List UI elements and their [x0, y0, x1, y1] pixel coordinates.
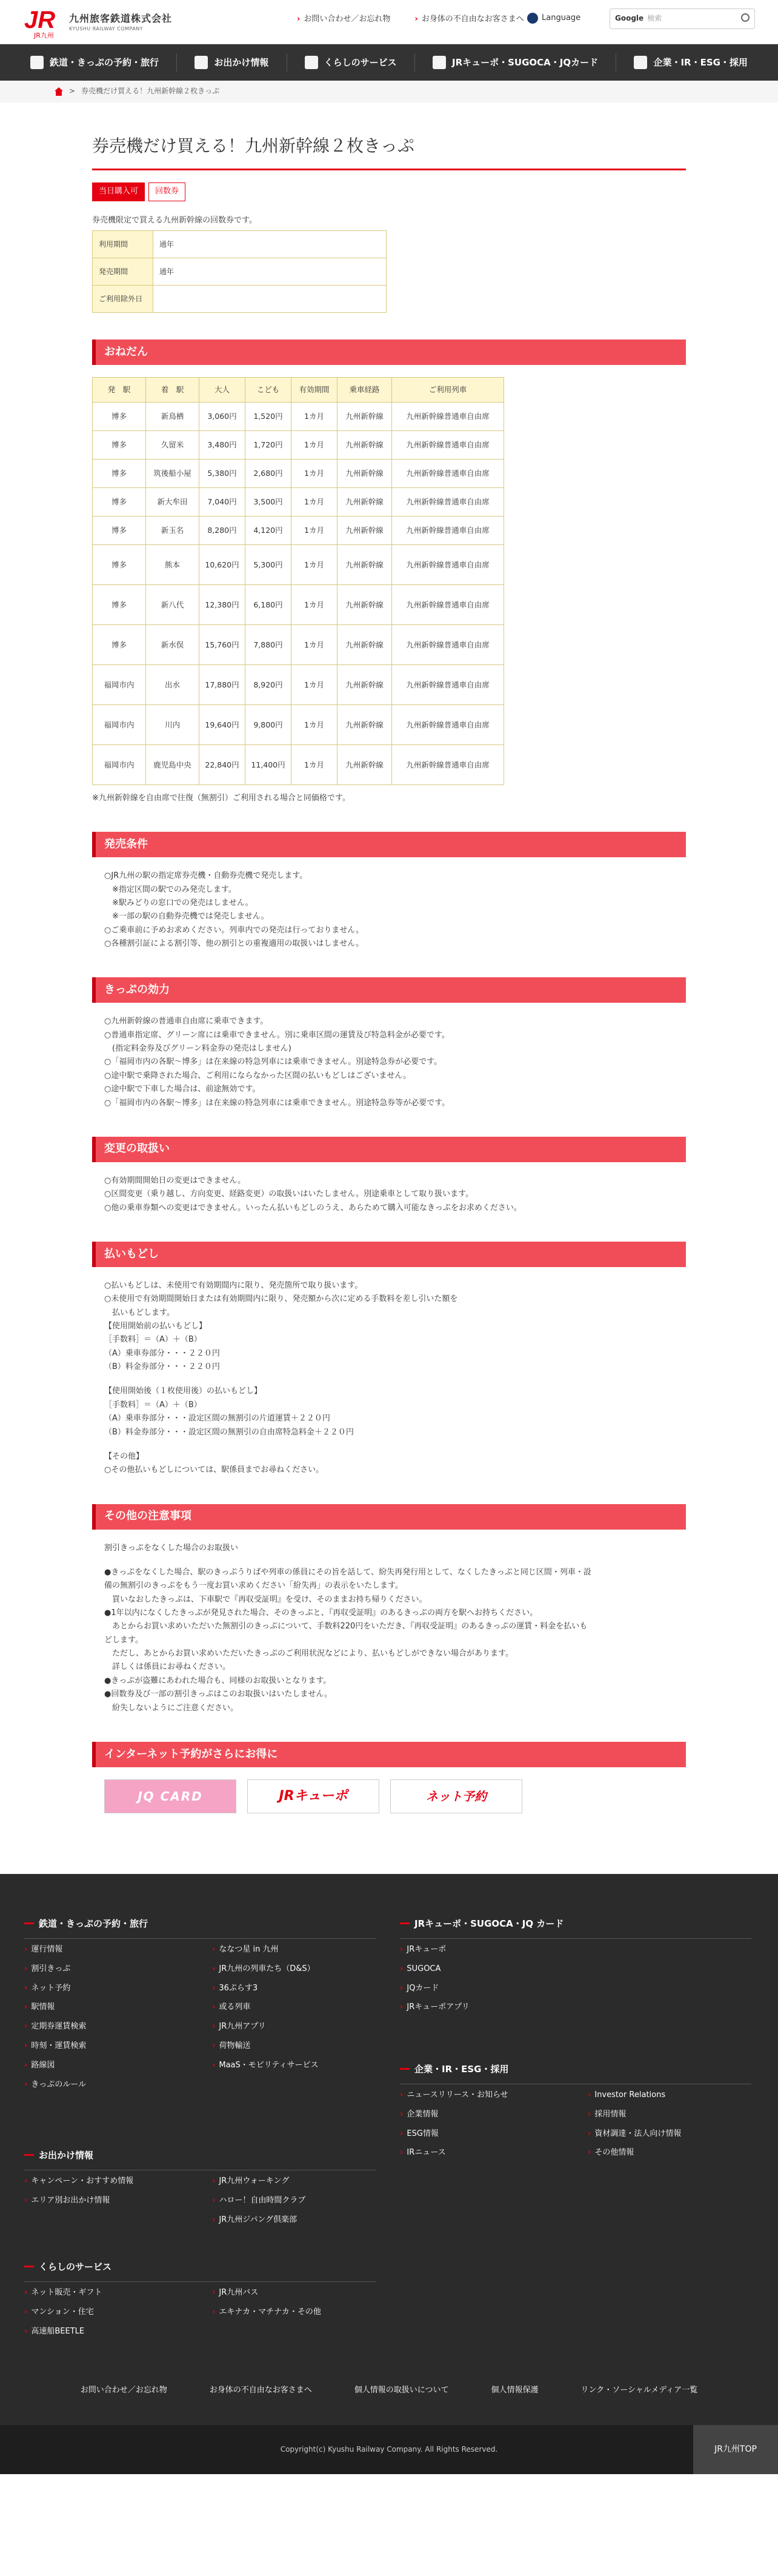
footer-link[interactable]: › 或る列車 — [212, 2001, 394, 2014]
table-cell: 九州新幹線普通車自由席 — [392, 488, 504, 517]
table-header: こども — [245, 378, 291, 403]
table-cell: 3,480円 — [199, 431, 245, 460]
nav-rail-label: 鉄道・きっぷの予約・旅行 — [50, 57, 159, 68]
footer-link[interactable]: › 駅情報 — [24, 2001, 212, 2014]
table-cell: 2,680円 — [245, 460, 291, 488]
change-body — [92, 1174, 686, 1215]
table-cell: 新八代 — [146, 585, 199, 625]
table-cell: 新鳥栖 — [146, 403, 199, 431]
info-value: 通年 — [153, 258, 387, 286]
section-conditions: 発売条件 — [92, 832, 686, 857]
body-line: 【使用開始後（１枚使用後）の払いもどし】 — [104, 1387, 262, 1396]
service-icon — [305, 56, 318, 69]
footer-link[interactable]: › 企業情報 — [400, 2109, 588, 2121]
footer-rail — [24, 1916, 376, 2091]
table-cell: 12,380円 — [199, 585, 245, 625]
table-cell: 5,300円 — [245, 545, 291, 585]
nav-life-label: くらしのサービス — [324, 57, 397, 68]
footer-bottom-link[interactable]: 個人情報保護 — [491, 2385, 539, 2395]
footer-link[interactable]: › キャンペーン・おすすめ情報 — [24, 2175, 212, 2188]
table-cell: 15,760円 — [199, 625, 245, 665]
table-cell: 九州新幹線 — [337, 403, 392, 431]
body-line: あとからお買い求めいただいた無割引のきっぷについて、手数料220円をいただき、『再収受証明』のあるきっぷの運賃・料金を払いも — [104, 1622, 588, 1631]
footer-heading: くらしのサービス — [24, 2260, 376, 2274]
footer-link[interactable]: › JR九州の列車たち（D&S） — [212, 1963, 394, 1976]
info-key: ご利用除外日 — [93, 286, 153, 313]
table-cell: 博多 — [93, 403, 146, 431]
tag-coupon: 回数券 — [148, 182, 185, 201]
table-cell: 5,380円 — [199, 460, 245, 488]
train-icon — [30, 56, 44, 69]
table-cell: 九州新幹線普通車自由席 — [392, 460, 504, 488]
search-icon[interactable] — [741, 13, 750, 22]
table-row — [93, 488, 504, 517]
table-cell: 1,520円 — [245, 403, 291, 431]
table-cell: 1カ月 — [291, 431, 337, 460]
table-header: 発 駅 — [93, 378, 146, 403]
jq-card-banner[interactable]: JQ CARD — [104, 1779, 236, 1813]
body-line: ○JR九州の駅の指定席券売機・自動券売機で発売します。 — [104, 871, 308, 881]
table-cell: 博多 — [93, 431, 146, 460]
table-cell: 九州新幹線 — [337, 705, 392, 745]
google-label: Google — [615, 14, 644, 23]
body-line: 買いなおしたきっぷは、下車駅で『再収受証明』を受け、そのままお持ち帰りください。 — [104, 1594, 427, 1604]
table-row — [93, 403, 504, 431]
table-cell: 8,920円 — [245, 665, 291, 705]
table-cell: 22,840円 — [199, 745, 245, 785]
page-title: 券売機だけ買える！九州新幹線２枚きっぷ — [92, 133, 686, 170]
table-cell: 1カ月 — [291, 403, 337, 431]
footer-corp — [400, 2062, 751, 2159]
table-cell: 九州新幹線 — [337, 625, 392, 665]
price-table — [92, 377, 504, 785]
table-cell: 6,180円 — [245, 585, 291, 625]
table-cell: 博多 — [93, 585, 146, 625]
info-table — [92, 230, 387, 313]
body-line — [104, 1555, 686, 1566]
copyright-text: Copyright(c) Kyushu Railway Company. All Rights Reserved. — [280, 2444, 498, 2454]
footer-link[interactable]: › IRニュース — [400, 2147, 588, 2159]
footer-link[interactable]: › 運行情報 — [24, 1944, 212, 1956]
table-row — [93, 585, 504, 625]
table-row — [93, 745, 504, 785]
table-cell: 九州新幹線普通車自由席 — [392, 403, 504, 431]
body-line: ●きっぷをなくした場合、駅のきっぷうりばや列車の係員にその旨を話して、紛失再発行用として、なくしたきっぷと同じ区間・列車・設 — [104, 1567, 591, 1577]
footer-bottom-link[interactable]: 個人情報の取扱いについて — [354, 2385, 449, 2395]
footer-link[interactable]: › マンション・住宅 — [24, 2306, 212, 2319]
jr-kyupo-banner[interactable]: JRキューポ — [247, 1779, 379, 1813]
site-header — [0, 0, 778, 44]
table-cell: 新玉名 — [146, 517, 199, 545]
footer-bottom-link[interactable]: お問い合わせ／お忘れ物 — [80, 2385, 167, 2395]
home-icon[interactable] — [55, 87, 63, 96]
body-line: ○未使用で有効期間開始日または有効期間内に限り、発売額から次に定める手数料を差し引いた額を — [104, 1294, 458, 1304]
table-cell: 新水俣 — [146, 625, 199, 665]
footer-link[interactable]: › 時刻・運賃検索 — [24, 2040, 212, 2053]
nav-corp[interactable] — [634, 55, 748, 70]
table-row — [93, 517, 504, 545]
footer-link[interactable]: › JR九州アプリ — [212, 2021, 394, 2033]
table-cell: 新大牟田 — [146, 488, 199, 517]
tag-same-day: 当日購入可 — [92, 182, 145, 201]
body-line: 紛失しないようにご注意ください。 — [104, 1703, 239, 1713]
body-line: ○途中駅で乗降された場合、ご利用にならなかった区間の払いもどしはございません。 — [104, 1071, 411, 1080]
table-cell: 九州新幹線普通車自由席 — [392, 745, 504, 785]
body-line: ○途中駅で下車した場合は、前途無効です。 — [104, 1085, 261, 1094]
nav-card-label: JRキューポ・SUGOCA・JQカード — [451, 57, 599, 68]
table-row — [93, 625, 504, 665]
conditions-body — [92, 869, 686, 951]
section-internet: インターネット予約がさらにお得に — [92, 1742, 686, 1767]
body-line: （A）乗車券部分・・・２２０円 — [104, 1348, 220, 1358]
table-cell: 博多 — [93, 625, 146, 665]
body-line: ○ご乗車前に予めお求めください。列車内での発売は行っておりません。 — [104, 925, 364, 935]
table-cell: 4,120円 — [245, 517, 291, 545]
footer-link[interactable]: › JR九州バス — [212, 2287, 394, 2300]
body-line: ○各種割引証による割引等、他の割引との重複適用の取扱いはしません。 — [104, 938, 364, 948]
site-logo[interactable] — [23, 5, 175, 39]
body-line: ※駅みどりの窓口での発売はしません。 — [104, 898, 253, 908]
table-header: 乗車経路 — [337, 378, 392, 403]
footer-outing — [24, 2148, 376, 2226]
table-cell: 11,400円 — [245, 745, 291, 785]
footer-link[interactable]: › きっぷのルール — [24, 2079, 212, 2092]
footer-link[interactable]: › 資材調達・法人向け情報 — [588, 2128, 770, 2141]
body-line: 詳しくは係員にお尋ねください。 — [104, 1662, 231, 1672]
breadcrumb-sep: > — [69, 87, 76, 96]
body-line: ただし、あとからお買い求めいただいたきっぷのご利用状況などにより、払いもどしができない場合があります。 — [104, 1649, 513, 1659]
body-line — [104, 1374, 686, 1385]
footer-link[interactable]: › SUGOCA — [400, 1963, 588, 1976]
refund-body — [92, 1279, 686, 1477]
table-cell: 川内 — [146, 705, 199, 745]
body-line: ○九州新幹線の普通車自由席に乗車できます。 — [104, 1017, 268, 1026]
footer-link[interactable]: › 割引きっぷ — [24, 1963, 212, 1976]
table-cell: 九州新幹線普通車自由席 — [392, 705, 504, 745]
table-cell: 1カ月 — [291, 545, 337, 585]
table-cell: 3,500円 — [245, 488, 291, 517]
body-line: ※一部の駅の自動券売機では発売しません。 — [104, 912, 269, 922]
table-cell: 9,800円 — [245, 705, 291, 745]
table-cell: 1カ月 — [291, 460, 337, 488]
footer-link[interactable]: › ネット予約 — [24, 1982, 212, 1995]
body-line: （A）乗車券部分・・・設定区間の無割引の片道運賃＋２２０円 — [104, 1414, 330, 1423]
table-header: ご利用列車 — [392, 378, 504, 403]
footer-link[interactable]: › エリア別お出かけ情報 — [24, 2195, 212, 2207]
table-row — [93, 286, 387, 313]
footer-bottom-link[interactable]: お身体の不自由なお客さまへ — [209, 2385, 312, 2395]
body-line: （B）料金券部分・・・２２０円 — [104, 1362, 220, 1372]
footer-link[interactable]: › ハロー！自由時間クラブ — [212, 2195, 394, 2207]
language-button[interactable] — [527, 12, 580, 25]
breadcrumb — [0, 81, 778, 102]
section-price: おねだん — [92, 340, 686, 365]
price-note: ※九州新幹線を自由席で往復（無割引）ご利用される場合と同価格です。 — [92, 794, 350, 803]
info-key: 利用期間 — [93, 231, 153, 258]
footer-link[interactable]: › JRキューポアプリ — [400, 2001, 588, 2014]
footer-link[interactable]: › 定期券運賃検索 — [24, 2021, 212, 2033]
footer-divider — [24, 1938, 376, 1939]
footer-life — [24, 2260, 376, 2338]
section-other: その他の注意事項 — [92, 1504, 686, 1530]
body-line: ○区間変更（乗り越し、方向変更、経路変更）の取扱いはいたしません。別途乗車として取り扱います。 — [104, 1189, 474, 1199]
nav-divider — [414, 53, 415, 72]
global-nav — [0, 44, 778, 81]
section-effect: きっぷの効力 — [92, 977, 686, 1003]
body-line — [104, 1439, 686, 1450]
body-line: 備の無割引のきっぷをもう一度お買い求めください「紛失再」の表示をいたします。 — [104, 1581, 403, 1591]
bag-icon — [194, 56, 208, 69]
jr-logo-icon — [23, 5, 67, 39]
body-line: ○「福岡市内の各駅〜博多」は在来線の特急列車には乗車できません。別途特急券が必要です。 — [104, 1057, 442, 1067]
card-icon — [433, 56, 446, 69]
table-header: 大人 — [199, 378, 245, 403]
table-cell: 九州新幹線 — [337, 585, 392, 625]
footer-bottom-link[interactable]: リンク・ソーシャルメディア一覧 — [580, 2385, 698, 2395]
info-key: 発売期間 — [93, 258, 153, 286]
table-cell: 福岡市内 — [93, 705, 146, 745]
body-line: ○他の乗車券類への変更はできません。いったん払いもどしのうえ、あらためて購入可能なきっぷをお求めください。 — [104, 1203, 522, 1213]
body-line: ●回数券及び一部の割引きっぷはこのお取扱いはいたしません。 — [104, 1690, 333, 1699]
table-cell: 7,040円 — [199, 488, 245, 517]
body-line: ○払いもどしは、未使用で有効期間内に限り、発売箇所で取り扱います。 — [104, 1280, 363, 1290]
accessibility-link[interactable]: › お身体の不自由なお客さまへ — [414, 13, 524, 26]
footer-bottom-links — [0, 2384, 778, 2397]
body-line: どします。 — [104, 1635, 143, 1645]
table-cell: 九州新幹線普通車自由席 — [392, 545, 504, 585]
table-cell: 九州新幹線 — [337, 431, 392, 460]
footer-heading: お出かけ情報 — [24, 2148, 376, 2163]
footer-link[interactable]: › Investor Relations — [588, 2089, 770, 2102]
footer-link[interactable]: › ESG情報 — [400, 2128, 588, 2141]
table-cell: 1,720円 — [245, 431, 291, 460]
copyright-bar — [0, 2425, 778, 2474]
body-line: ○有効期間開始日の変更はできません。 — [104, 1176, 246, 1185]
section-refund: 払いもどし — [92, 1242, 686, 1267]
svg-text:JR: JR — [24, 7, 56, 33]
intro-text: 券売機限定で買える九州新幹線の回数券です。 — [92, 215, 257, 225]
nav-divider — [176, 53, 177, 72]
effect-body — [92, 1015, 686, 1110]
nav-rail[interactable] — [30, 55, 159, 70]
table-cell: 博多 — [93, 488, 146, 517]
body-line: ○その他払いもどしについては、駅係員までお尋ねください。 — [104, 1465, 324, 1475]
body-line: ※指定区間の駅でのみ発売します。 — [104, 885, 236, 894]
table-cell: 九州新幹線普通車自由席 — [392, 517, 504, 545]
table-row — [93, 665, 504, 705]
table-row — [93, 460, 504, 488]
table-cell: 3,060円 — [199, 403, 245, 431]
table-cell: 鹿児島中央 — [146, 745, 199, 785]
language-label: Language — [542, 13, 581, 22]
table-cell: 久留米 — [146, 431, 199, 460]
table-cell: 10,620円 — [199, 545, 245, 585]
section-change: 変更の取扱い — [92, 1137, 686, 1162]
footer-link[interactable]: › MaaS・モビリティサービス — [212, 2059, 394, 2072]
footer-link[interactable]: › ネット販売・ギフト — [24, 2287, 212, 2300]
search-box[interactable] — [610, 8, 755, 29]
body-line: ○「福岡市内の各駅〜博多」は在来線の特急列車には乗車できません。別途特急券等が必要です。 — [104, 1098, 450, 1108]
footer-card — [400, 1916, 751, 2014]
table-cell: 出水 — [146, 665, 199, 705]
table-cell: 1カ月 — [291, 745, 337, 785]
breadcrumb-current: 券売機だけ買える！九州新幹線２枚きっぷ — [81, 87, 220, 96]
footer-link[interactable]: › 採用情報 — [588, 2109, 770, 2121]
table-cell: 九州新幹線 — [337, 665, 392, 705]
footer-divider — [24, 2281, 376, 2282]
table-cell: 九州新幹線 — [337, 460, 392, 488]
footer-heading: JRキューポ・SUGOCA・JQ カード — [400, 1916, 751, 1931]
table-cell: 博多 — [93, 545, 146, 585]
table-cell: 九州新幹線普通車自由席 — [392, 585, 504, 625]
footer-link[interactable]: › JQカード — [400, 1982, 588, 1995]
footer-link[interactable]: › JRキューポ — [400, 1944, 588, 1956]
table-cell: 博多 — [93, 517, 146, 545]
svg-text:JR九州: JR九州 — [34, 32, 54, 39]
footer-heading: 企業・IR・ESG・採用 — [400, 2062, 751, 2076]
table-cell: 19,640円 — [199, 705, 245, 745]
footer-link[interactable]: › 高速船BEETLE — [24, 2326, 212, 2338]
table-row — [93, 545, 504, 585]
table-cell: 7,880円 — [245, 625, 291, 665]
search-input[interactable]: 検索 — [647, 14, 662, 23]
net-reserve-banner[interactable]: ネット予約 — [390, 1779, 522, 1813]
company-name-en: KYUSHU RAILWAY COMPANY — [69, 26, 144, 32]
table-row — [93, 231, 387, 258]
body-line: 【使用開始前の払いもどし】 — [104, 1322, 207, 1331]
footer-link[interactable]: › JR九州ウォーキング — [212, 2175, 394, 2188]
company-name: 九州旅客鉄道株式会社 — [69, 13, 173, 24]
table-cell: 1カ月 — [291, 705, 337, 745]
table-cell: 九州新幹線 — [337, 517, 392, 545]
footer-link[interactable]: › 荷物輸送 — [212, 2040, 394, 2053]
back-to-top-button[interactable]: JR九州TOP — [693, 2425, 778, 2474]
nav-outing-label: お出かけ情報 — [214, 57, 269, 68]
info-value: 通年 — [153, 231, 387, 258]
table-header: 有効期間 — [291, 378, 337, 403]
footer-link[interactable]: › ななつ星 in 九州 — [212, 1944, 394, 1956]
table-cell: 福岡市内 — [93, 665, 146, 705]
body-line: 【その他】 — [104, 1451, 144, 1461]
footer-link[interactable]: › その他情報 — [588, 2147, 770, 2159]
table-cell: 福岡市内 — [93, 745, 146, 785]
site-footer — [0, 1874, 778, 2425]
body-line: 割引きっぷをなくした場合のお取扱い — [104, 1543, 239, 1553]
table-cell: 筑後船小屋 — [146, 460, 199, 488]
table-cell: 1カ月 — [291, 665, 337, 705]
body-line: ［手数料］＝（A）＋（B） — [104, 1335, 202, 1345]
table-cell: 九州新幹線普通車自由席 — [392, 431, 504, 460]
table-cell: 博多 — [93, 460, 146, 488]
body-line: ●きっぷが盗難にあわれた場合も、同様のお取扱いとなります。 — [104, 1676, 331, 1685]
table-row — [93, 705, 504, 745]
footer-link[interactable]: › JR九州ジパング倶楽部 — [212, 2214, 394, 2227]
table-cell: 1カ月 — [291, 488, 337, 517]
nav-life[interactable] — [305, 55, 397, 70]
table-cell: 8,280円 — [199, 517, 245, 545]
nav-outing[interactable] — [194, 55, 268, 70]
body-line: (指定料金券及びグリーン料金券の発売はしません) — [104, 1044, 291, 1054]
footer-link[interactable]: › エキナカ・マチナカ・その他 — [212, 2306, 394, 2319]
main-content — [92, 102, 686, 1813]
body-line: ●1年以内になくしたきっぷが発見された場合、そのきっぷと、『再収受証明』のあるきっぷの両方を駅へお持ちください。 — [104, 1608, 538, 1618]
footer-link[interactable]: › 路線図 — [24, 2059, 212, 2072]
table-cell: 1カ月 — [291, 625, 337, 665]
contact-link[interactable]: › お問い合わせ／お忘れ物 — [297, 13, 390, 26]
table-cell: 熊本 — [146, 545, 199, 585]
table-cell: 九州新幹線 — [337, 545, 392, 585]
table-header: 着 駅 — [146, 378, 199, 403]
table-row — [93, 258, 387, 286]
table-cell: 九州新幹線普通車自由席 — [392, 625, 504, 665]
table-cell: 1カ月 — [291, 585, 337, 625]
footer-link[interactable]: › 36ぷらす3 — [212, 1982, 394, 1995]
table-cell: 九州新幹線普通車自由席 — [392, 665, 504, 705]
footer-link[interactable]: › ニュースリリース・お知らせ — [400, 2089, 588, 2102]
globe-icon — [527, 13, 538, 24]
nav-corp-label: 企業・IR・ESG・採用 — [653, 57, 748, 68]
info-value — [153, 286, 387, 313]
body-line: ○普通車指定席、グリーン席には乗車できません。別に乗車区間の運賃及び特急料金が必要です。 — [104, 1030, 450, 1040]
table-cell: 17,880円 — [199, 665, 245, 705]
table-cell: 1カ月 — [291, 517, 337, 545]
other-body — [92, 1542, 686, 1715]
footer-divider — [400, 1938, 751, 1939]
table-cell: 九州新幹線 — [337, 745, 392, 785]
body-line: （B）料金券部分・・・設定区間の無割引の自由席特急料金＋２２０円 — [104, 1427, 354, 1437]
body-line: 払いもどします。 — [104, 1308, 175, 1317]
table-cell: 九州新幹線 — [337, 488, 392, 517]
nav-card[interactable] — [433, 55, 598, 70]
body-line: ［手数料］＝（A）＋（B） — [104, 1400, 202, 1410]
footer-heading: 鉄道・きっぷの予約・旅行 — [24, 1916, 376, 1931]
table-row — [93, 431, 504, 460]
building-icon — [634, 56, 647, 69]
